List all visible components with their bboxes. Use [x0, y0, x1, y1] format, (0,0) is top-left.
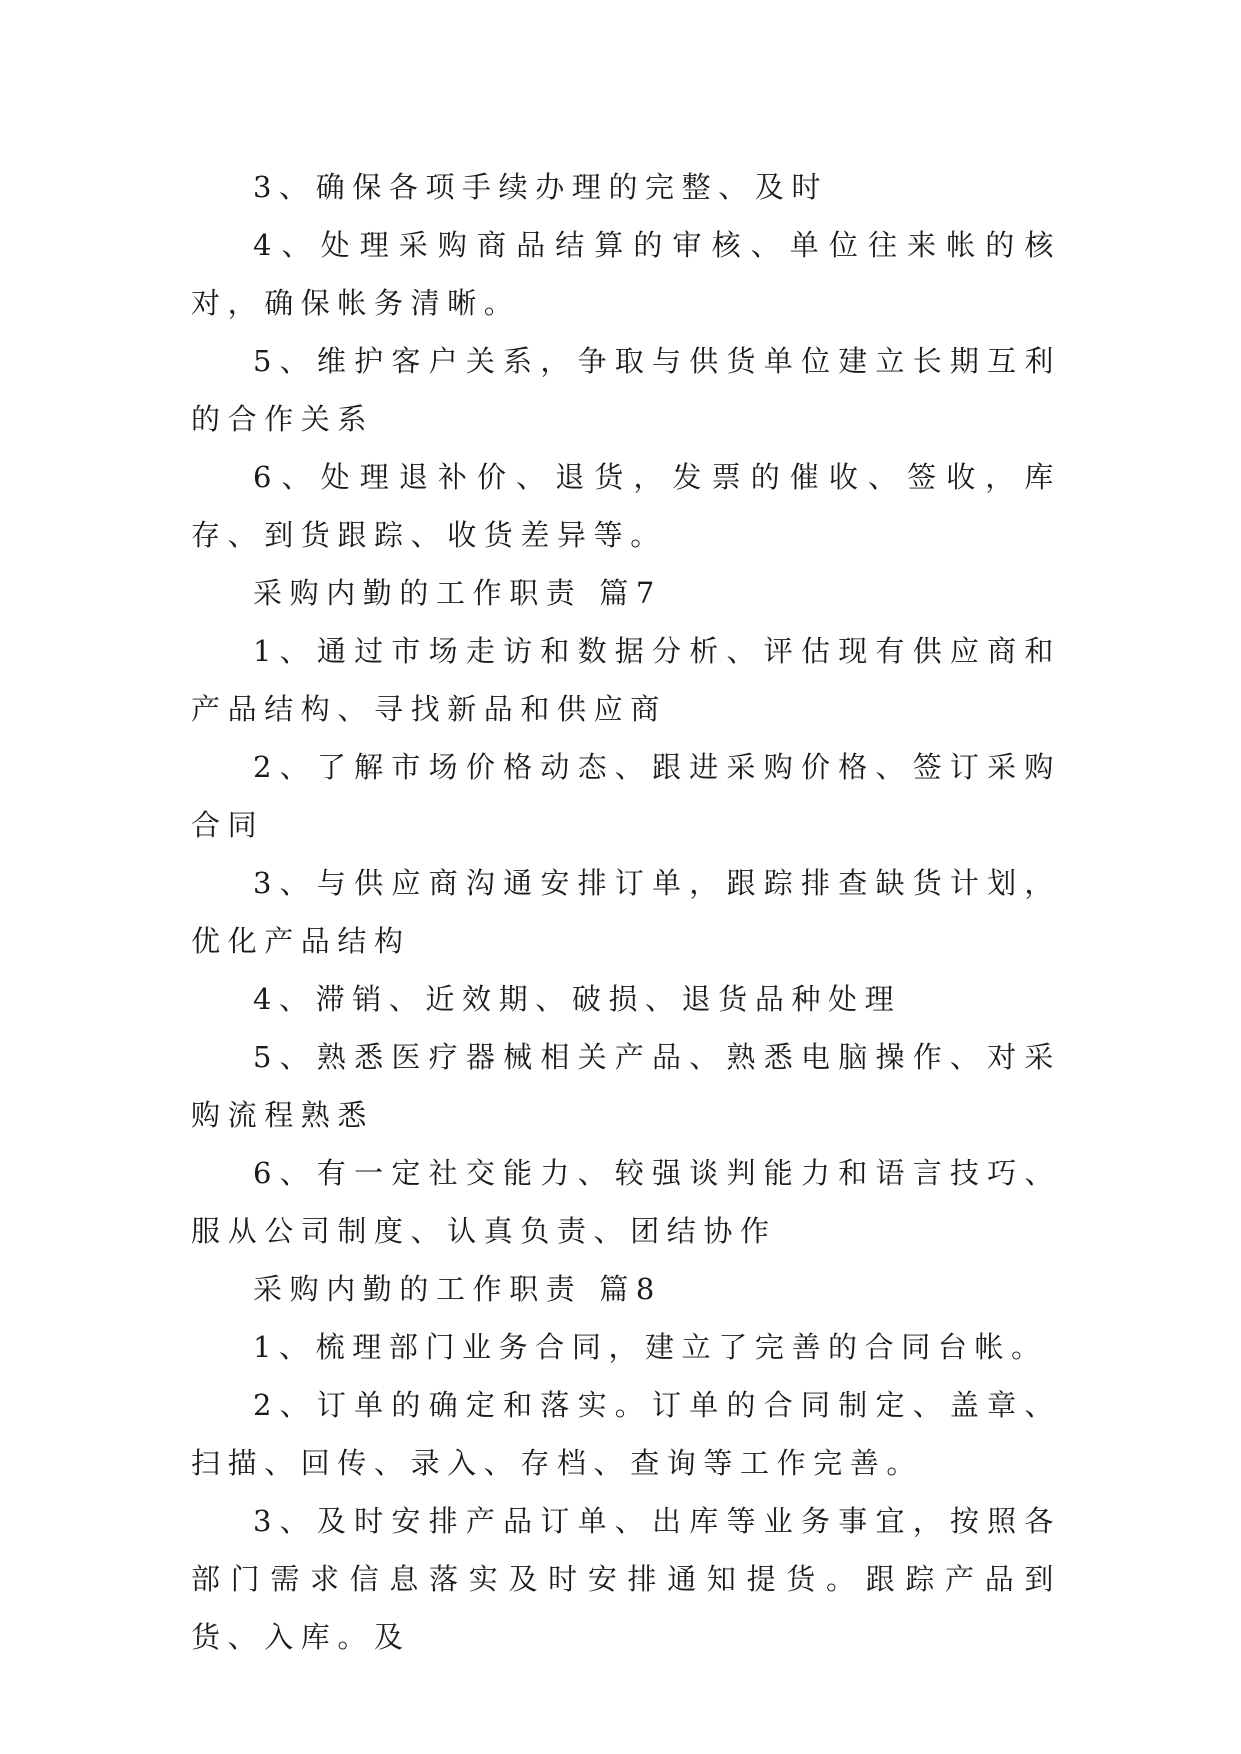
- paragraph: 2、订单的确定和落实。订单的合同制定、盖章、扫描、回传、录入、存档、查询等工作完善。: [191, 1388, 1061, 1480]
- paragraph: 1、梳理部门业务合同，建立了完善的合同台帐。: [253, 1330, 1048, 1364]
- paragraph: 4、处理采购商品结算的审核、单位往来帐的核对，确保帐务清晰。: [191, 228, 1061, 320]
- paragraph: 3、与供应商沟通安排订单，跟踪排查缺货计划，优化产品结构: [191, 866, 1061, 958]
- paragraph: 6、有一定社交能力、较强谈判能力和语言技巧、服从公司制度、认真负责、团结协作: [191, 1156, 1061, 1248]
- paragraph: 3、确保各项手续办理的完整、及时: [253, 170, 829, 204]
- section-heading: 采购内勤的工作职责 篇7: [253, 576, 662, 610]
- paragraph: 6、处理退补价、退货，发票的催收、签收，库存、到货跟踪、收货差异等。: [191, 460, 1061, 552]
- document-body: [191, 158, 1061, 1666]
- paragraph: 2、了解市场价格动态、跟进采购价格、签订采购合同: [191, 750, 1061, 842]
- paragraph: 4、滞销、近效期、破损、退货品种处理: [253, 982, 902, 1016]
- paragraph: 5、熟悉医疗器械相关产品、熟悉电脑操作、对采购流程熟悉: [191, 1040, 1061, 1132]
- paragraph: 5、维护客户关系，争取与供货单位建立长期互利的合作关系: [191, 344, 1061, 436]
- section-heading: 采购内勤的工作职责 篇8: [253, 1272, 662, 1306]
- paragraph: 3、及时安排产品订单、出库等业务事宜，按照各部门需求信息落实及时安排通知提货。跟踪产品到货、入库。及: [191, 1504, 1061, 1654]
- paragraph: 1、通过市场走访和数据分析、评估现有供应商和产品结构、寻找新品和供应商: [191, 634, 1061, 726]
